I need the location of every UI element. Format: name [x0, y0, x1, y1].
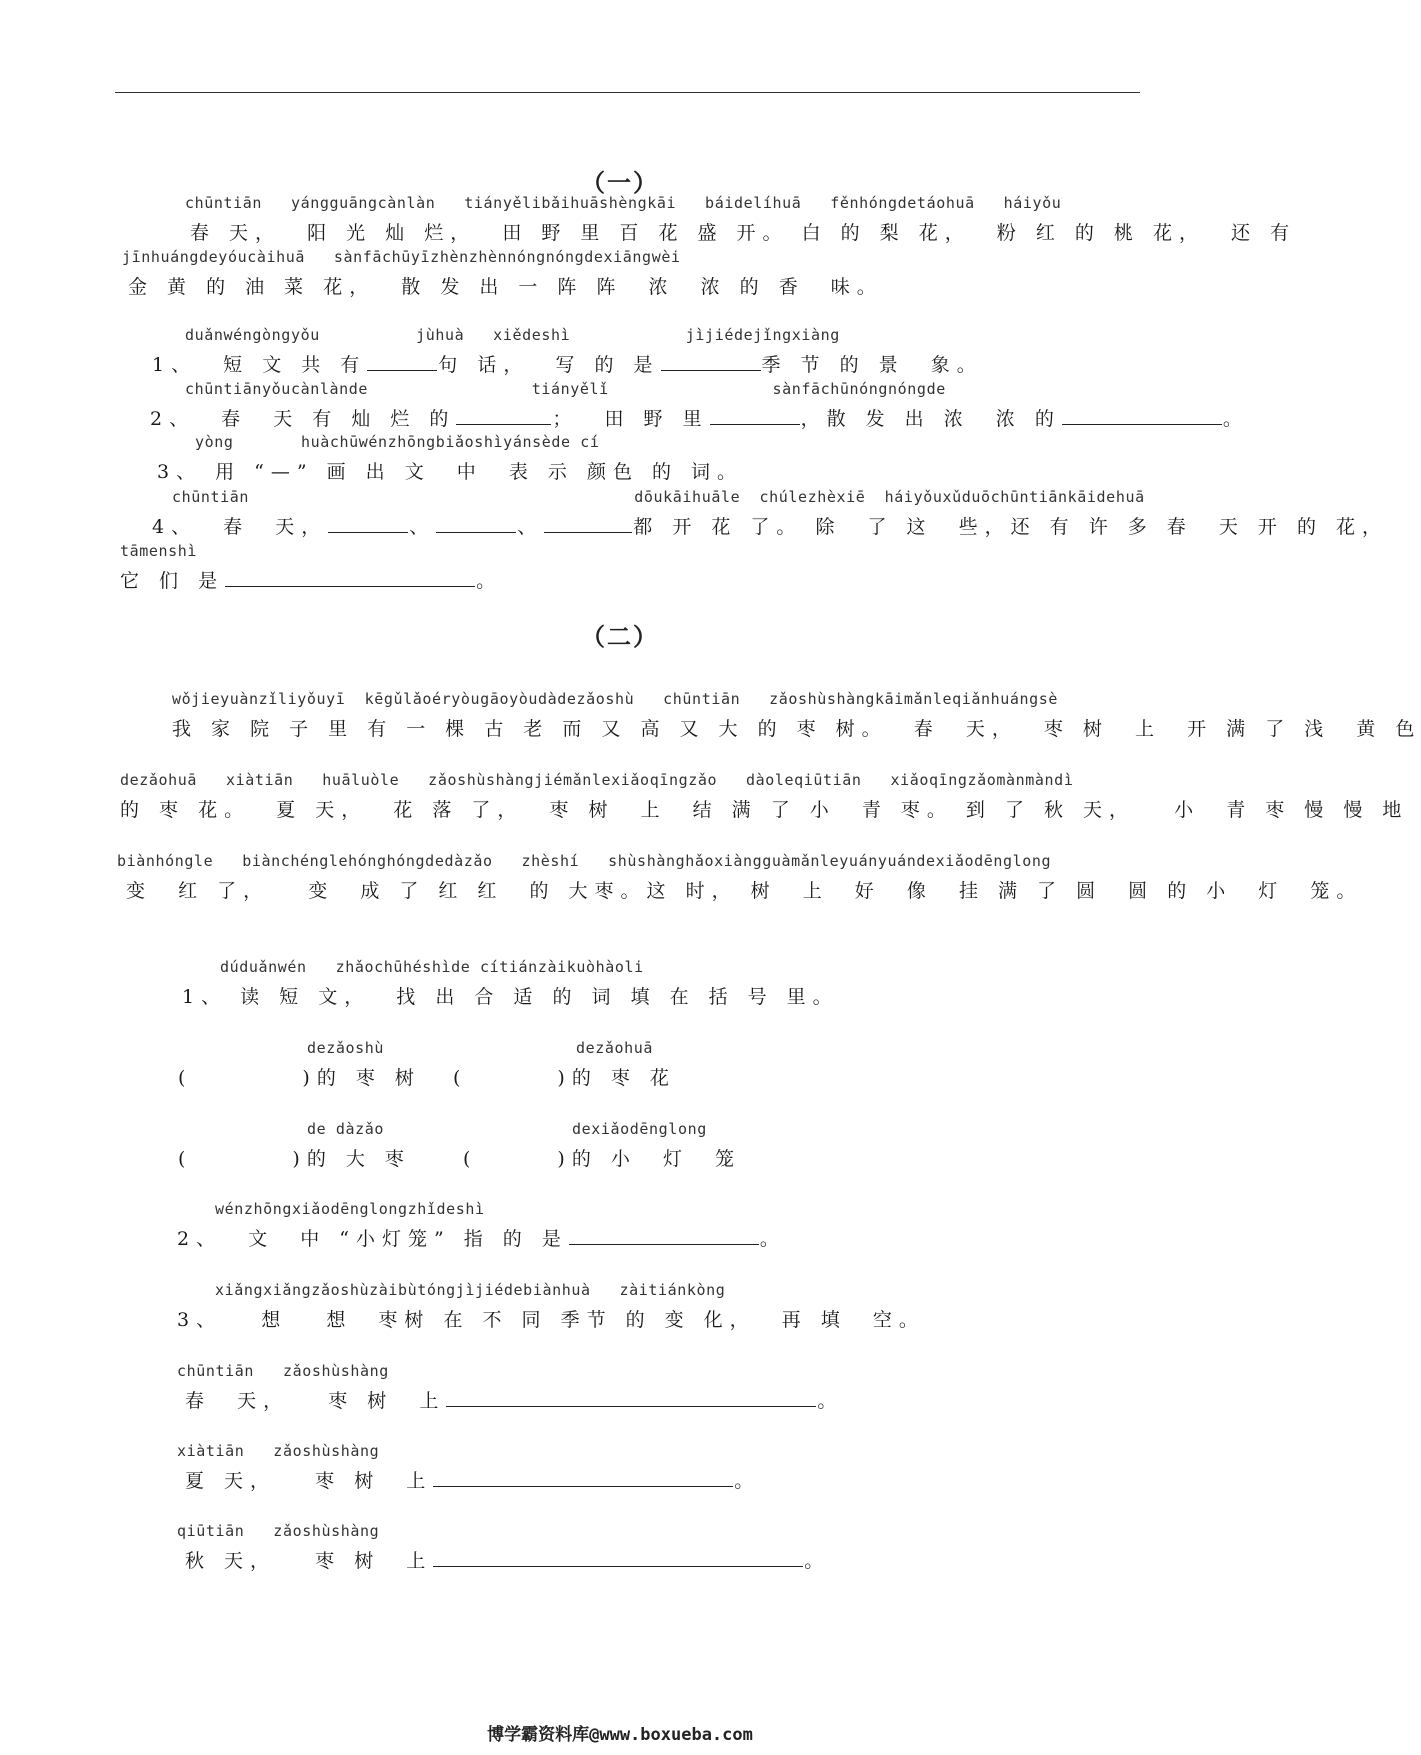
s2-q2-label: 2、 文 中 “小灯笼” 指 的 是 — [177, 1228, 568, 1250]
s1-q2-end: 。 — [1222, 408, 1249, 430]
paren-close: ) — [557, 1148, 572, 1170]
s2-q1-item2-text: 的 枣 花 — [571, 1067, 676, 1089]
s2-q1-item1[interactable] — [178, 1063, 421, 1090]
s2-q1-item3-pinyin: de dàzǎo — [307, 1120, 385, 1138]
s1-q1-label-c: 季 节 的 景 象。 — [761, 354, 983, 376]
s1-q4-blank-4[interactable] — [225, 570, 475, 587]
s1-q2-blank-3[interactable] — [1062, 408, 1222, 425]
s2-q1-label: 1、 读 短 文， 找 出 合 适 的 词 填 在 括 号 里。 — [182, 986, 839, 1008]
s1-q4-label-a: 4、 春 天， — [152, 516, 328, 538]
paren-open: ( — [178, 1067, 193, 1089]
s1-q4-pinyin: chūntiān dōukāihuāle chúlezhèxiē háiyǒuxǔduōchūntiānkāidehuā — [172, 488, 1145, 506]
paren-open: ( — [463, 1148, 478, 1170]
paren-close: ) — [292, 1148, 307, 1170]
s2-q3-spring-blank[interactable] — [446, 1390, 816, 1407]
s2-q3-summer-end: 。 — [734, 1470, 761, 1492]
passage1-pinyin-line2: jīnhuángdeyóucàihuā sànfāchūyīzhènzhènnóngnóngdexiāngwèi — [122, 248, 681, 266]
s1-q1-line — [152, 350, 983, 377]
s1-q2-label-b: ； 田 野 里 — [552, 408, 709, 430]
s2-q1-item3-text: 的 大 枣 — [306, 1148, 411, 1170]
passage2-pinyin-line3: biànhóngle biànchénglehónghóngdedàzǎo zhèshí shùshànghǎoxiàngguàmǎnleyuányuándexiǎodēnglong — [117, 852, 1052, 870]
s1-q4-blank-3[interactable] — [544, 516, 632, 533]
s1-q4-line-2 — [120, 566, 502, 593]
s2-q3-spring-pinyin: chūntiān zǎoshùshàng — [177, 1362, 389, 1380]
s1-q2-label-c: ，散 发 出 浓 浓 的 — [800, 408, 1061, 430]
s2-q1-item1-pinyin: dezǎoshù — [307, 1039, 385, 1057]
s2-q3-label: 3、 想 想 枣树 在 不 同 季节 的 变 化， 再 填 空。 — [177, 1309, 925, 1331]
s1-q4-label-c: 它 们 是 — [120, 570, 225, 592]
footer-watermark: 博学霸资料库@www.boxueba.com — [487, 1725, 753, 1745]
s1-q2-line — [150, 404, 1249, 431]
s2-q1-item1-text: 的 枣 树 — [316, 1067, 421, 1089]
s2-q3-autumn-label: 秋 天， 枣 树 上 — [185, 1550, 433, 1572]
s1-q4-blank-2[interactable] — [436, 516, 516, 533]
s2-q2-end: 。 — [759, 1228, 786, 1250]
s2-q2-pinyin: wénzhōngxiǎodēnglongzhǐdeshì — [215, 1200, 485, 1218]
s2-q3-summer-label: 夏 天， 枣 树 上 — [185, 1470, 433, 1492]
passage2-text-line1: 我 家 院 子 里 有 一 棵 古 老 而 又 高 又 大 的 枣 树。 春 天， 枣 树 上 开 满 了 浅 黄 色 — [172, 718, 1421, 740]
s1-q1-blank-sentences[interactable] — [367, 354, 437, 371]
s1-q1-label-b: 句 话， 写 的 是 — [438, 354, 660, 376]
paren-open: ( — [178, 1148, 193, 1170]
passage2-text-line2: 的 枣 花。 夏 天， 花 落 了， 枣 树 上 结 满 了 小 青 枣。 到 了 秋 天， 小 青 枣 慢 慢 地 — [120, 799, 1409, 821]
passage2-text-line3: 变 红 了， 变 成 了 红 红 的 大枣。这 时， 树 上 好 像 挂 满 了 圆 圆 的 小 灯 笼。 — [126, 880, 1363, 902]
passage1-text-line2: 金 黄 的 油 菜 花， 散 发 出 一 阵 阵 浓 浓 的 香 味。 — [128, 276, 883, 298]
s2-q3-summer-pinyin: xiàtiān zǎoshùshàng — [177, 1442, 380, 1460]
s1-q1-label-a: 1、 短 文 共 有 — [152, 354, 367, 376]
s2-q1-pinyin: dúduǎnwén zhǎochūhéshìde cítiánzàikuòhàoli — [220, 958, 644, 976]
s2-q3-pinyin: xiǎngxiǎngzǎoshùzàibùtóngjìjiédebiànhuà zàitiánkòng — [215, 1281, 726, 1299]
s2-q1-item4[interactable] — [463, 1144, 741, 1171]
passage1-pinyin-line1: chūntiān yángguāngcànlàn tiányělibǎihuāshèngkāi báidelíhuā fěnhóngdetáohuā háiyǒu — [185, 194, 1062, 212]
s1-q4-blank-1[interactable] — [328, 516, 408, 533]
s1-q4-label-b: 都 开 花 了。 除 了 这 些，还 有 许 多 春 天 开 的 花， — [633, 516, 1388, 538]
s1-q3-pinyin: yòng huàchūwénzhōngbiǎoshìyánsède cí — [195, 433, 600, 451]
s1-q4-sep-1: 、 — [409, 516, 436, 538]
s2-q1-item2-pinyin: dezǎohuā — [576, 1039, 654, 1057]
s2-q3-spring-line — [185, 1386, 843, 1413]
s2-q3-summer-line — [185, 1466, 760, 1493]
paren-close: ) — [302, 1067, 317, 1089]
s2-q3-spring-label: 春 天， 枣 树 上 — [185, 1390, 446, 1412]
passage2-pinyin-line2: dezǎohuā xiàtiān huāluòle zǎoshùshàngjiémǎnlexiǎoqīngzǎo dàoleqiūtiān xiǎoqīngzǎomànmàndì — [120, 771, 1074, 789]
paren-open: ( — [453, 1067, 468, 1089]
s2-q3-autumn-end: 。 — [804, 1550, 831, 1572]
s1-q4-sep-2: 、 — [517, 516, 544, 538]
s1-q4-line — [152, 512, 1388, 539]
s2-q3-autumn-line — [185, 1546, 830, 1573]
s1-q4-end: 。 — [476, 570, 503, 592]
s2-q1-item4-pinyin: dexiǎodēnglong — [572, 1120, 707, 1138]
s1-q4-pinyin-2: tāmenshì — [120, 542, 198, 560]
header-rule — [115, 92, 1140, 93]
s2-q2-blank[interactable] — [569, 1228, 759, 1245]
passage2-pinyin-line1: wǒjieyuànzǐliyǒuyī kēgǔlǎoéryòugāoyòudàdezǎoshù chūntiān zǎoshùshàngkāimǎnleqiǎnhuángsè — [172, 690, 1059, 708]
s1-q1-pinyin: duǎnwéngòngyǒu jùhuà xiědeshì jìjiédejǐngxiàng — [185, 326, 840, 344]
s1-q3-line: 3、 用 “—” 画 出 文 中 表 示 颜色 的 词。 — [157, 461, 744, 483]
s1-q2-pinyin: chūntiānyǒucànlànde tiányělǐ sànfāchūnóngnóngde — [185, 380, 946, 398]
s1-q2-blank-1[interactable] — [456, 408, 551, 425]
section1-title: （一） — [581, 168, 659, 197]
s2-q2-line — [177, 1224, 786, 1251]
s2-q3-autumn-pinyin: qiūtiān zǎoshùshàng — [177, 1522, 380, 1540]
s2-q3-spring-end: 。 — [817, 1390, 844, 1412]
s2-q3-summer-blank[interactable] — [433, 1470, 733, 1487]
s2-q3-autumn-blank[interactable] — [433, 1550, 803, 1567]
s2-q1-item4-text: 的 小 灯 笼 — [571, 1148, 742, 1170]
s1-q1-blank-season[interactable] — [661, 354, 761, 371]
paren-close: ) — [557, 1067, 572, 1089]
s1-q2-blank-2[interactable] — [710, 408, 800, 425]
s2-q1-item2[interactable] — [453, 1063, 676, 1090]
passage1-text-line1: 春 天， 阳 光 灿 烂， 田 野 里 百 花 盛 开。 白 的 梨 花， 粉 红 的 桃 花， 还 有 — [190, 222, 1297, 244]
s2-q1-item3[interactable] — [178, 1144, 411, 1171]
section2-title: （二） — [581, 622, 659, 651]
s1-q2-label-a: 2、 春 天 有 灿 烂 的 — [150, 408, 456, 430]
